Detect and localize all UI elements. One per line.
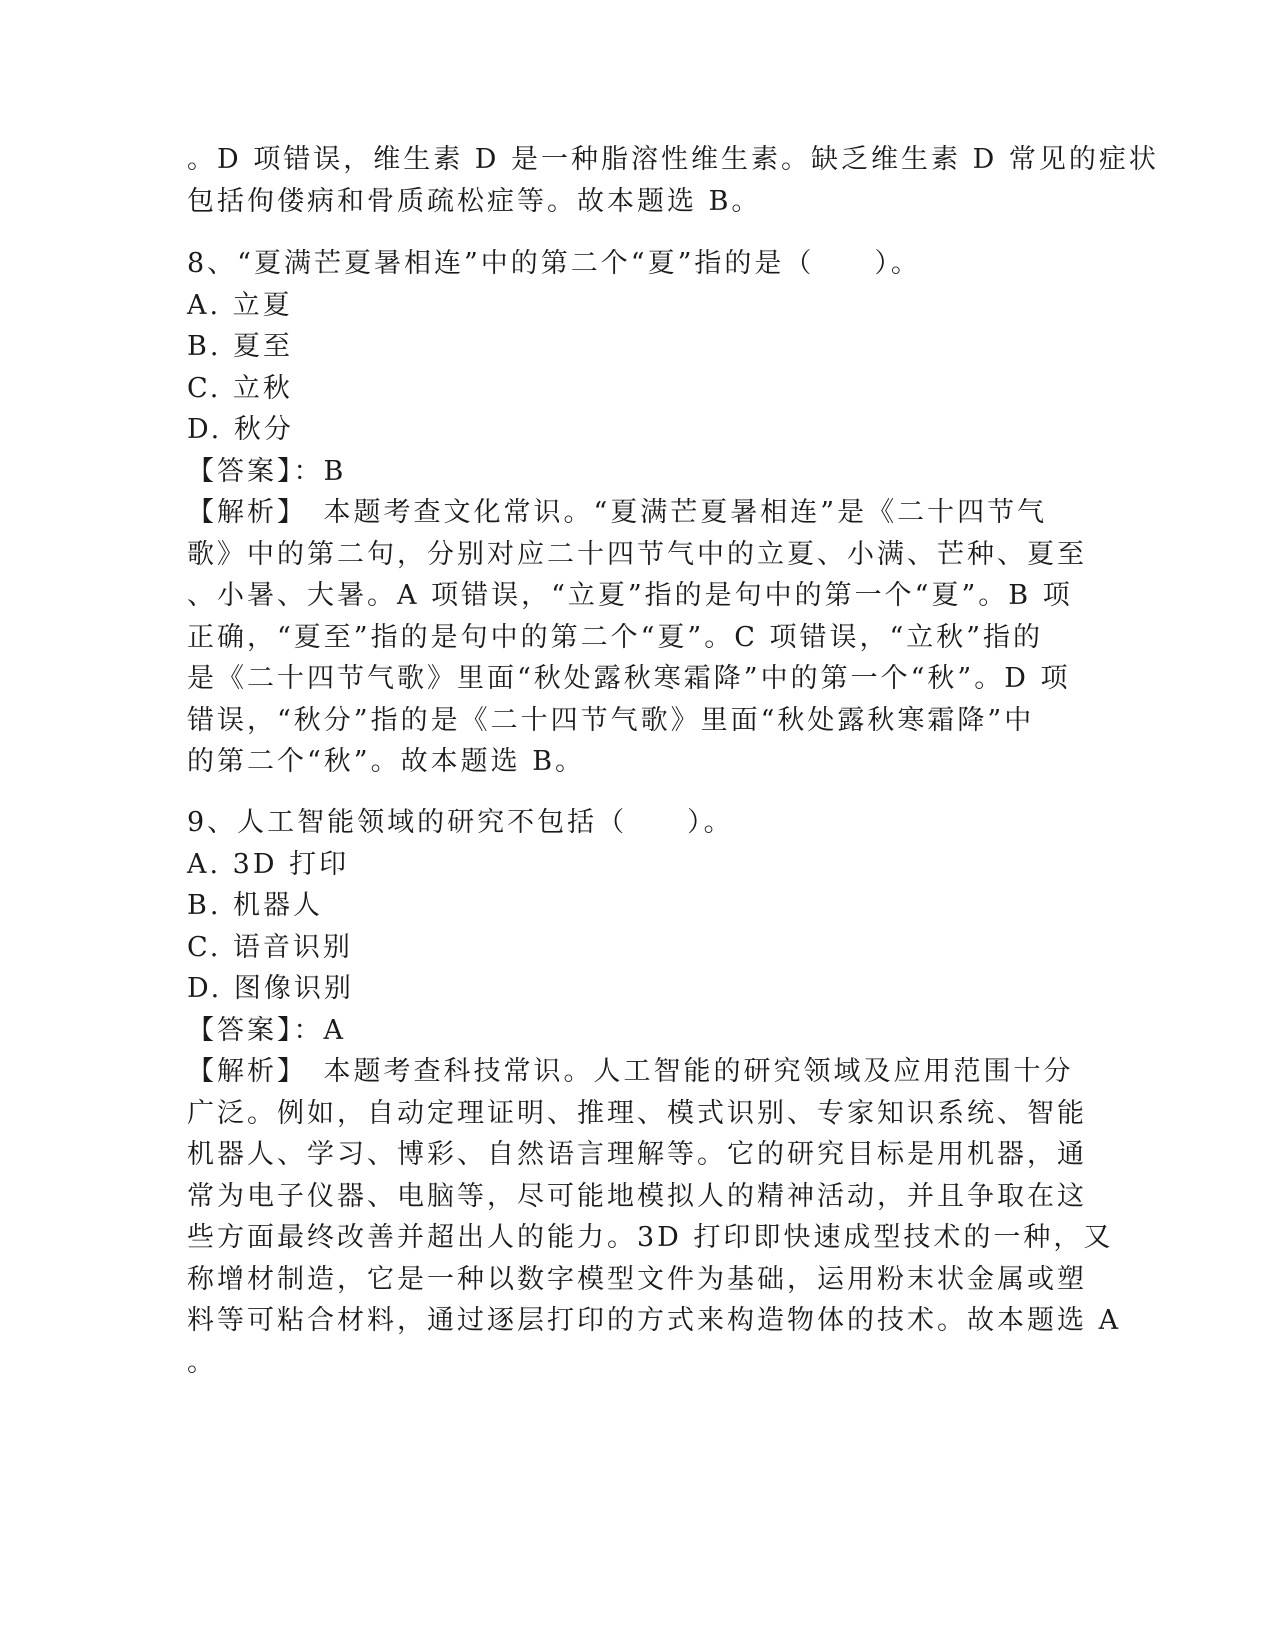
q8-option-c: C. 立秋	[187, 373, 293, 404]
q8-option-d: D. 秋分	[187, 414, 294, 445]
q8-explanation-line: 【解析】 本题考查文化常识。“夏满芒夏暑相连”是《二十四节气	[187, 497, 1048, 528]
q8-explanation-line: 、小暑、大暑。A 项错误，“立夏”指的是句中的第一个“夏”。B 项	[187, 580, 1073, 611]
q8-option-b: B. 夏至	[187, 331, 294, 362]
q9-option-c: C. 语音识别	[187, 932, 353, 963]
q8-explanation-line: 是《二十四节气歌》里面“秋处露秋寒霜降”中的第一个“秋”。D 项	[187, 663, 1071, 694]
q9-option-d: D. 图像识别	[187, 973, 354, 1004]
q9-explanation-line: 称增材制造，它是一种以数字模型文件为基础，运用粉末状金属或塑	[187, 1264, 1087, 1295]
q9-option-b: B. 机器人	[187, 890, 324, 921]
continuation-line: 包括佝偻病和骨质疏松症等。故本题选 B。	[187, 186, 762, 217]
q8-explanation-line: 歌》中的第二句，分别对应二十四节气中的立夏、小满、芒种、夏至	[187, 539, 1087, 570]
question-8-text: 8、“夏满芒夏暑相连”中的第二个“夏”指的是（ ）。	[187, 248, 921, 279]
question-9-text: 9、人工智能领域的研究不包括（ ）。	[187, 807, 734, 838]
q9-answer: 【答案】：A	[187, 1015, 346, 1046]
q9-explanation-line: 机器人、学习、博彩、自然语言理解等。它的研究目标是用机器，通	[187, 1139, 1087, 1170]
q9-explanation-line: 广泛。例如，自动定理证明、推理、模式识别、专家知识系统、智能	[187, 1098, 1087, 1129]
q8-answer: 【答案】：B	[187, 456, 347, 487]
continuation-line: 。D 项错误，维生素 D 是一种脂溶性维生素。缺乏维生素 D 常见的症状	[187, 144, 1159, 175]
q8-explanation-line: 正确，“夏至”指的是句中的第二个“夏”。C 项错误，“立秋”指的	[187, 622, 1044, 653]
q9-option-a: A. 3D 打印	[187, 849, 350, 880]
q8-option-a: A. 立夏	[187, 290, 293, 321]
q9-explanation-line: 【解析】 本题考查科技常识。人工智能的研究领域及应用范围十分	[187, 1056, 1074, 1087]
q8-explanation-line: 错误，“秋分”指的是《二十四节气歌》里面“秋处露秋寒霜降”中	[187, 705, 1035, 736]
q9-explanation-line: 。	[187, 1347, 217, 1378]
q9-explanation-line: 料等可粘合材料，通过逐层打印的方式来构造物体的技术。故本题选 A	[187, 1305, 1122, 1336]
q8-explanation-line: 的第二个“秋”。故本题选 B。	[187, 746, 586, 777]
q9-explanation-line: 常为电子仪器、电脑等，尽可能地模拟人的精神活动，并且争取在这	[187, 1181, 1087, 1212]
q9-explanation-line: 些方面最终改善并超出人的能力。3D 打印即快速成型技术的一种，又	[187, 1222, 1114, 1253]
